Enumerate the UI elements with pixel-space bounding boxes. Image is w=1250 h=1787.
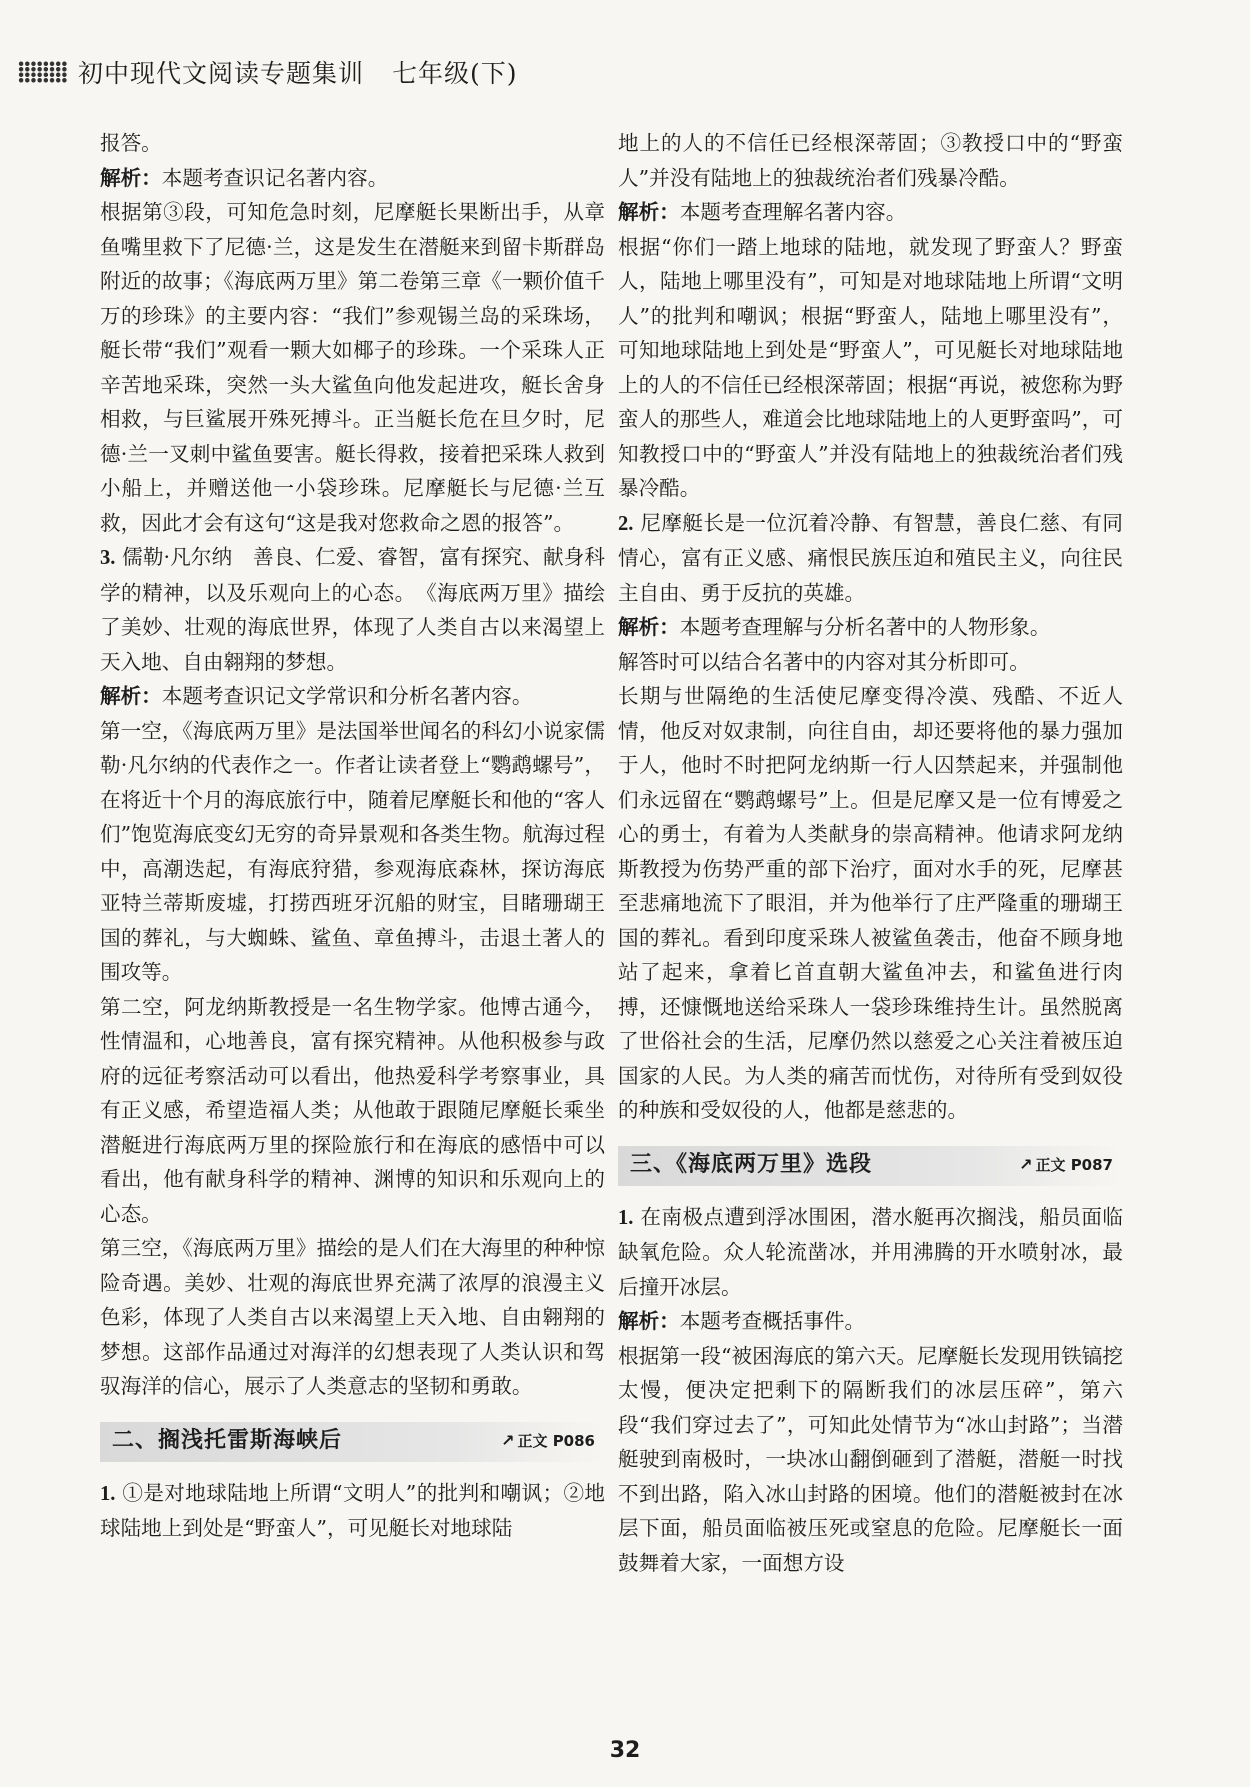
analysis-paragraph: 第一空，《海底两万里》是法国举世闻名的科幻小说家儒勒·凡尔纳的代表作之一。作者让读者登上“鹦鹉螺号”，在将近十个月的海底旅行中，随着尼摩艇长和他的“客人们”饱览海底变幻无穷的奇异景观和各类生物。航海过程中，高潮迭起，有海底狩猎，参观海底森林，探访海底亚特兰蒂斯废墟，打捞西班牙沉船的财宝，目睹珊瑚王国的葬礼，与大蜘蛛、鲨鱼、章鱼搏斗，击退土著人的围攻等。 [100, 718, 605, 984]
answer-text: ①是对地球陆地上所谓“文明人”的批判和嘲讽；②地球陆地上到处是“野蛮人”，可见艇长对地球陆 [100, 1480, 605, 1540]
analysis-label: 解析： [100, 684, 162, 708]
right-column [618, 126, 1123, 1580]
left-column [100, 126, 605, 1546]
question-number: 2. [618, 512, 634, 535]
running-header [18, 52, 518, 92]
analysis-paragraph: 解答时可以结合名著中的内容对其分析即可。 [618, 649, 1030, 674]
question-number: 1. [618, 1206, 634, 1229]
analysis-line [618, 610, 1123, 645]
section-title: 二、搁浅托雷斯海峡后 [112, 1428, 343, 1454]
page-number: 32 [609, 1738, 641, 1763]
answer-text: 在南极点遭到浮冰围困，潜水艇再次搁浅，船员面临缺氧危险。众人轮流凿冰，并用沸腾的开水喷射冰，最后撞开冰层。 [618, 1204, 1123, 1299]
analysis-label: 解析： [100, 165, 162, 190]
analysis-paragraph: 根据第③段，可知危急时刻，尼摩艇长果断出手，从章鱼嘴里救下了尼德·兰，这是发生在潜艇来到留卡斯群岛附近的故事；《海底两万里》第二卷第三章《一颗价值千万的珍珠》的主要内容：“我们”参观锡兰岛的采珠场，艇长带“我们”观看一颗大如椰子的珍珠。一个采珠人正辛苦地采珠，突然一头大鲨鱼向他发起进攻，艇长舍身相救，与巨鲨展开殊死搏斗。正当艇长危在旦夕时，尼德·兰一叉刺中鲨鱼要害。艇长得救，接着把采珠人救到小船上，并赠送他一小袋珍珠。尼摩艇长与尼德·兰互救，因此才会有这句“这是我对您救命之恩的报答”。 [100, 200, 605, 535]
analysis-line [100, 161, 605, 196]
analysis-label: 解析： [618, 1309, 680, 1333]
section-header [100, 1422, 605, 1462]
section-title: 三、《海底两万里》选段 [630, 1152, 873, 1178]
analysis-label: 解析： [618, 615, 680, 639]
answer-continuation: 报答。 [100, 131, 162, 155]
question-number: 3. [100, 547, 116, 569]
analysis-label: 解析： [618, 200, 680, 224]
grade-label: 七年级(下) [392, 59, 518, 88]
analysis-paragraph: 根据第一段“被困海底的第六天。尼摩艇长发现用铁镐挖太慢，便决定把剩下的隔断我们的冰层压碎”，第六段“我们穿过去了”，可知此处情节为“冰山封路”；当潜艇驶到南极时，一块冰山翻倒砸到了潜艇，潜艇一时找不到出路，陷入冰山封路的困境。他们的潜艇被封在冰层下面，船员面临被压死或窒息的危险。尼摩艇长一面鼓舞着大家，一面想方设 [618, 1343, 1123, 1575]
dot-grid-icon [18, 61, 68, 83]
answer-paragraph [618, 506, 1123, 611]
answer-paragraph [100, 540, 605, 679]
section-reference-text: 正文 P086 [517, 1432, 595, 1451]
section-reference [501, 1424, 605, 1459]
pen-arrow-icon: ↗ [1019, 1155, 1033, 1175]
book-title: 初中现代文阅读专题集训 [78, 59, 365, 88]
analysis-text: 本题考查识记文学常识和分析名著内容。 [161, 684, 533, 708]
section-reference-text: 正文 P087 [1035, 1156, 1113, 1175]
answer-text: 儒勒·凡尔纳 善良、仁爱、睿智，富有探究、献身科学的精神，以及乐观向上的心态。 《海底两万里》描绘了美妙、壮观的海底世界，体现了人类自古以来渴望上天入地、自由翱翔的梦想。 [100, 545, 606, 674]
pen-arrow-icon: ↗ [501, 1431, 515, 1451]
analysis-line [618, 195, 1123, 230]
analysis-line [100, 679, 605, 714]
analysis-paragraph: 根据“你们一踏上地球的陆地，就发现了野蛮人？野蛮人，陆地上哪里没有”，可知是对地球陆地上所谓“文明人”的批判和嘲讽；根据“野蛮人，陆地上哪里没有”，可知地球陆地上到处是“野蛮人”，可见艇长对地球陆地上的人的不信任已经根深蒂固；根据“再说，被您称为野蛮人的那些人，难道会比地球陆地上的人更野蛮吗”，可知教授口中的“野蛮人”并没有陆地上的独裁统治者们残暴冷酷。 [618, 234, 1123, 500]
analysis-text: 本题考查概括事件。 [679, 1309, 866, 1333]
analysis-text: 本题考查识记名著内容。 [161, 165, 389, 190]
analysis-paragraph: 第二空，阿龙纳斯教授是一名生物学家。他博古通今，性情温和，心地善良，富有探究精神。从他积极参与政府的远征考察活动可以看出，他热爱科学考察事业，具有正义感，希望造福人类；从他敢于跟随尼摩艇长乘坐潜艇进行海底两万里的探险旅行和在海底的感悟中可以看出，他有献身科学的精神、渊博的知识和乐观向上的心态。 [100, 994, 605, 1226]
analysis-text: 本题考查理解名著内容。 [679, 200, 907, 224]
answer-paragraph [100, 1476, 605, 1546]
section-header [618, 1146, 1123, 1186]
analysis-text: 本题考查理解与分析名著中的人物形象。 [679, 615, 1051, 639]
answer-paragraph [618, 1200, 1123, 1305]
question-number: 1. [100, 1482, 116, 1505]
analysis-line [618, 1304, 1123, 1339]
section-reference [1019, 1148, 1123, 1183]
analysis-paragraph: 长期与世隔绝的生活使尼摩变得冷漠、残酷、不近人情，他反对奴隶制，向往自由，却还要将他的暴力强加于人，他时不时把阿龙纳斯一行人囚禁起来，并强制他们永远留在“鹦鹉螺号”上。但是尼摩又是一位有博爱之心的勇士，有着为人类献身的崇高精神。他请求阿龙纳斯教授为伤势严重的部下治疗，面对水手的死，尼摩甚至悲痛地流下了眼泪，并为他举行了庄严隆重的珊瑚王国的葬礼。看到印度采珠人被鲨鱼袭击，他奋不顾身地站了起来，拿着匕首直朝大鲨鱼冲去，和鲨鱼进行肉搏，还慷慨地送给采珠人一袋珍珠维持生计。虽然脱离了世俗社会的生活，尼摩仍然以慈爱之心关注着被压迫国家的人民。为人类的痛苦而忧伤，对待所有受到奴役的种族和受奴役的人，他都是慈悲的。 [618, 684, 1123, 1122]
analysis-paragraph: 第三空，《海底两万里》描绘的是人们在大海里的种种惊险奇遇。美妙、壮观的海底世界充满了浓厚的浪漫主义色彩，体现了人类自古以来渴望上天入地、自由翱翔的梦想。这部作品通过对海洋的幻想表现了人类认识和驾驭海洋的信心，展示了人类意志的坚韧和勇敢。 [100, 1236, 605, 1398]
answer-continuation: 地上的人的不信任已经根深蒂固；③教授口中的“野蛮人”并没有陆地上的独裁统治者们残暴冷酷。 [618, 131, 1123, 190]
answer-text: 尼摩艇长是一位沉着冷静、有智慧，善良仁慈、有同情心，富有正义感、痛恨民族压迫和殖民主义，向往民主自由、勇于反抗的英雄。 [618, 510, 1123, 605]
